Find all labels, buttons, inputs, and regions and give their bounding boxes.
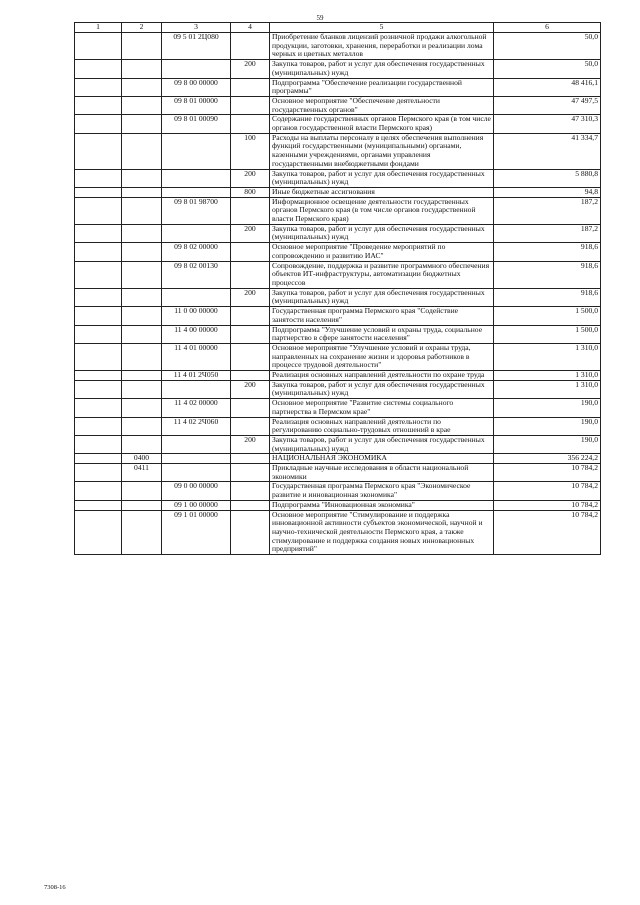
cell-section <box>122 243 162 261</box>
cell-amount: 190,0 <box>494 417 601 435</box>
column-header: 1 <box>75 23 122 33</box>
cell-target-article: 09 8 01 98700 <box>162 197 231 224</box>
cell-expense-type <box>231 399 270 417</box>
cell-amount: 41 334,7 <box>494 133 601 169</box>
cell-expense-type: 100 <box>231 133 270 169</box>
cell-col1 <box>75 510 122 555</box>
cell-target-article <box>162 464 231 482</box>
cell-amount: 10 784,2 <box>494 510 601 555</box>
cell-description: Основное мероприятие "Проведение мероприятий по сопровождению и развитию ИАС" <box>270 243 494 261</box>
table-row <box>75 224 601 242</box>
cell-target-article: 11 0 00 00000 <box>162 307 231 325</box>
column-header: 4 <box>231 23 270 33</box>
cell-description: Основное мероприятие "Развитие системы социального партнерства в Пермском крае" <box>270 399 494 417</box>
cell-description: Приобретение бланков лицензий розничной продажи алкогольной продукции, заготовки, хранения, переработки и реализации лома черных и цветных металлов <box>270 33 494 60</box>
cell-expense-type <box>231 500 270 510</box>
cell-expense-type <box>231 464 270 482</box>
cell-target-article: 09 5 01 2Ц080 <box>162 33 231 60</box>
column-header: 5 <box>270 23 494 33</box>
cell-col1 <box>75 115 122 133</box>
cell-expense-type: 200 <box>231 288 270 306</box>
cell-amount: 50,0 <box>494 33 601 60</box>
cell-target-article: 09 8 02 00000 <box>162 243 231 261</box>
column-header: 2 <box>122 23 162 33</box>
cell-amount: 48 416,1 <box>494 78 601 96</box>
cell-amount: 1 310,0 <box>494 343 601 370</box>
cell-expense-type: 200 <box>231 169 270 187</box>
cell-amount: 10 784,2 <box>494 482 601 500</box>
cell-section <box>122 482 162 500</box>
cell-amount: 918,6 <box>494 288 601 306</box>
table-row <box>75 243 601 261</box>
cell-expense-type <box>231 33 270 60</box>
cell-col1 <box>75 417 122 435</box>
cell-target-article <box>162 288 231 306</box>
cell-description: Государственная программа Пермского края "Содействие занятости населения" <box>270 307 494 325</box>
cell-col1 <box>75 187 122 197</box>
cell-amount: 187,2 <box>494 224 601 242</box>
cell-expense-type: 200 <box>231 60 270 78</box>
cell-section <box>122 288 162 306</box>
table-row <box>75 169 601 187</box>
cell-col1 <box>75 500 122 510</box>
cell-amount: 356 224,2 <box>494 454 601 464</box>
cell-expense-type <box>231 307 270 325</box>
cell-target-article: 11 4 00 00000 <box>162 325 231 343</box>
cell-col1 <box>75 243 122 261</box>
cell-description: Закупка товаров, работ и услуг для обеспечения государственных (муниципальных) нужд <box>270 380 494 398</box>
table-row <box>75 482 601 500</box>
cell-col1 <box>75 435 122 453</box>
cell-expense-type <box>231 454 270 464</box>
cell-section <box>122 510 162 555</box>
cell-section <box>122 96 162 114</box>
cell-section <box>122 343 162 370</box>
cell-col1 <box>75 464 122 482</box>
cell-expense-type <box>231 343 270 370</box>
table-row <box>75 325 601 343</box>
cell-col1 <box>75 197 122 224</box>
cell-section <box>122 78 162 96</box>
cell-section <box>122 500 162 510</box>
cell-description: Содержание государственных органов Пермского края (в том числе органов государственной власти Пермского края) <box>270 115 494 133</box>
cell-section <box>122 380 162 398</box>
cell-section <box>122 399 162 417</box>
cell-description: Иные бюджетные ассигнования <box>270 187 494 197</box>
cell-amount: 5 880,8 <box>494 169 601 187</box>
table-row <box>75 261 601 288</box>
cell-description: Реализация основных направлений деятельности по охране труда <box>270 371 494 381</box>
cell-description: Закупка товаров, работ и услуг для обеспечения государственных (муниципальных) нужд <box>270 435 494 453</box>
cell-col1 <box>75 60 122 78</box>
cell-target-article: 09 0 00 00000 <box>162 482 231 500</box>
table-row <box>75 115 601 133</box>
table-row <box>75 343 601 370</box>
cell-target-article <box>162 187 231 197</box>
cell-amount: 94,8 <box>494 187 601 197</box>
cell-target-article <box>162 454 231 464</box>
cell-section <box>122 325 162 343</box>
table-row <box>75 96 601 114</box>
cell-col1 <box>75 33 122 60</box>
cell-target-article: 09 1 00 00000 <box>162 500 231 510</box>
cell-amount: 10 784,2 <box>494 500 601 510</box>
table-row <box>75 60 601 78</box>
cell-expense-type: 200 <box>231 380 270 398</box>
cell-section <box>122 307 162 325</box>
cell-description: Закупка товаров, работ и услуг для обеспечения государственных (муниципальных) нужд <box>270 288 494 306</box>
cell-expense-type <box>231 371 270 381</box>
cell-target-article: 09 1 01 00000 <box>162 510 231 555</box>
table-row <box>75 454 601 464</box>
table-row <box>75 435 601 453</box>
table-row <box>75 399 601 417</box>
cell-description: Информационное освещение деятельности государственных органов Пермского края (в том числе органов государственной власти Пермского края) <box>270 197 494 224</box>
table-row <box>75 500 601 510</box>
cell-expense-type <box>231 261 270 288</box>
cell-col1 <box>75 133 122 169</box>
cell-description: Сопровождение, поддержка и развитие программного обеспечения объектов ИТ-инфраструктуры, автоматизации бюджетных процессов <box>270 261 494 288</box>
cell-description: НАЦИОНАЛЬНАЯ ЭКОНОМИКА <box>270 454 494 464</box>
cell-expense-type <box>231 197 270 224</box>
cell-description: Основное мероприятие "Обеспечение деятельности государственных органов" <box>270 96 494 114</box>
cell-col1 <box>75 371 122 381</box>
cell-amount: 918,6 <box>494 243 601 261</box>
cell-expense-type <box>231 96 270 114</box>
cell-amount: 50,0 <box>494 60 601 78</box>
table-row <box>75 307 601 325</box>
table-row <box>75 187 601 197</box>
cell-description: Государственная программа Пермского края "Экономическое развитие и инновационная экономика" <box>270 482 494 500</box>
cell-expense-type <box>231 78 270 96</box>
cell-col1 <box>75 96 122 114</box>
cell-col1 <box>75 482 122 500</box>
cell-expense-type: 200 <box>231 224 270 242</box>
column-header: 3 <box>162 23 231 33</box>
cell-expense-type <box>231 243 270 261</box>
cell-amount: 47 310,3 <box>494 115 601 133</box>
cell-section <box>122 133 162 169</box>
cell-description: Закупка товаров, работ и услуг для обеспечения государственных (муниципальных) нужд <box>270 60 494 78</box>
cell-amount: 190,0 <box>494 435 601 453</box>
cell-target-article <box>162 380 231 398</box>
cell-target-article: 11 4 02 2Ч060 <box>162 417 231 435</box>
cell-expense-type <box>231 482 270 500</box>
cell-amount: 1 500,0 <box>494 325 601 343</box>
column-header: 6 <box>494 23 601 33</box>
cell-target-article: 09 8 01 00000 <box>162 96 231 114</box>
cell-section <box>122 115 162 133</box>
cell-target-article: 11 4 01 2Ч050 <box>162 371 231 381</box>
cell-amount: 10 784,2 <box>494 464 601 482</box>
table-row <box>75 417 601 435</box>
budget-table <box>74 22 601 555</box>
cell-description: Основное мероприятие "Стимулирование и поддержка инновационной активности субъектов экономической, научной и научно-технической деятельности Пермского края, а также стимулирование и поддержка создания новых инновационных предприятий" <box>270 510 494 555</box>
table-header-row <box>75 23 601 33</box>
cell-section <box>122 224 162 242</box>
cell-target-article: 11 4 01 00000 <box>162 343 231 370</box>
cell-section <box>122 417 162 435</box>
cell-expense-type <box>231 510 270 555</box>
table-row <box>75 33 601 60</box>
cell-section <box>122 187 162 197</box>
cell-col1 <box>75 307 122 325</box>
cell-description: Подпрограмма "Инновационная экономика" <box>270 500 494 510</box>
cell-description: Подпрограмма "Обеспечение реализации государственной программы" <box>270 78 494 96</box>
table-row <box>75 197 601 224</box>
cell-col1 <box>75 325 122 343</box>
cell-description: Расходы на выплаты персоналу в целях обеспечения выполнения функций государственными (муниципальными) органами, казенными учреждениями, органами управления государственными внебюджетными фондами <box>270 133 494 169</box>
cell-section <box>122 60 162 78</box>
cell-description: Реализация основных направлений деятельности по регулированию социально-трудовых отношений в крае <box>270 417 494 435</box>
cell-expense-type <box>231 325 270 343</box>
cell-section <box>122 261 162 288</box>
cell-target-article <box>162 169 231 187</box>
table-row <box>75 78 601 96</box>
cell-section: 0400 <box>122 454 162 464</box>
cell-section: 0411 <box>122 464 162 482</box>
table-row <box>75 380 601 398</box>
cell-expense-type <box>231 417 270 435</box>
cell-section <box>122 197 162 224</box>
cell-col1 <box>75 261 122 288</box>
cell-section <box>122 371 162 381</box>
cell-target-article <box>162 60 231 78</box>
cell-description: Основное мероприятие "Улучшение условий и охраны труда, направленных на сохранение жизни и здоровья работников в процессе трудовой деятельности" <box>270 343 494 370</box>
cell-amount: 190,0 <box>494 399 601 417</box>
cell-col1 <box>75 343 122 370</box>
cell-col1 <box>75 454 122 464</box>
footer-code: 7308-16 <box>44 884 66 891</box>
cell-col1 <box>75 399 122 417</box>
cell-expense-type <box>231 115 270 133</box>
table-row <box>75 510 601 555</box>
cell-section <box>122 435 162 453</box>
cell-description: Закупка товаров, работ и услуг для обеспечения государственных (муниципальных) нужд <box>270 169 494 187</box>
cell-target-article: 09 8 00 00000 <box>162 78 231 96</box>
cell-section <box>122 33 162 60</box>
cell-amount: 1 310,0 <box>494 371 601 381</box>
cell-col1 <box>75 224 122 242</box>
cell-col1 <box>75 169 122 187</box>
cell-target-article: 09 8 02 00130 <box>162 261 231 288</box>
cell-col1 <box>75 380 122 398</box>
cell-amount: 1 310,0 <box>494 380 601 398</box>
cell-col1 <box>75 78 122 96</box>
table-row <box>75 464 601 482</box>
page-number: 59 <box>316 14 324 22</box>
cell-amount: 1 500,0 <box>494 307 601 325</box>
cell-amount: 187,2 <box>494 197 601 224</box>
cell-target-article <box>162 435 231 453</box>
cell-amount: 918,6 <box>494 261 601 288</box>
cell-section <box>122 169 162 187</box>
cell-description: Закупка товаров, работ и услуг для обеспечения государственных (муниципальных) нужд <box>270 224 494 242</box>
cell-col1 <box>75 288 122 306</box>
table-row <box>75 288 601 306</box>
cell-target-article: 09 8 01 00090 <box>162 115 231 133</box>
cell-expense-type: 800 <box>231 187 270 197</box>
cell-target-article <box>162 133 231 169</box>
cell-target-article: 11 4 02 00000 <box>162 399 231 417</box>
cell-description: Подпрограмма "Улучшение условий и охраны труда, социальное партнерство в сфере занятости населения" <box>270 325 494 343</box>
cell-amount: 47 497,5 <box>494 96 601 114</box>
cell-description: Прикладные научные исследования в области национальной экономики <box>270 464 494 482</box>
cell-target-article <box>162 224 231 242</box>
table-row <box>75 133 601 169</box>
cell-expense-type: 200 <box>231 435 270 453</box>
table-row <box>75 371 601 381</box>
